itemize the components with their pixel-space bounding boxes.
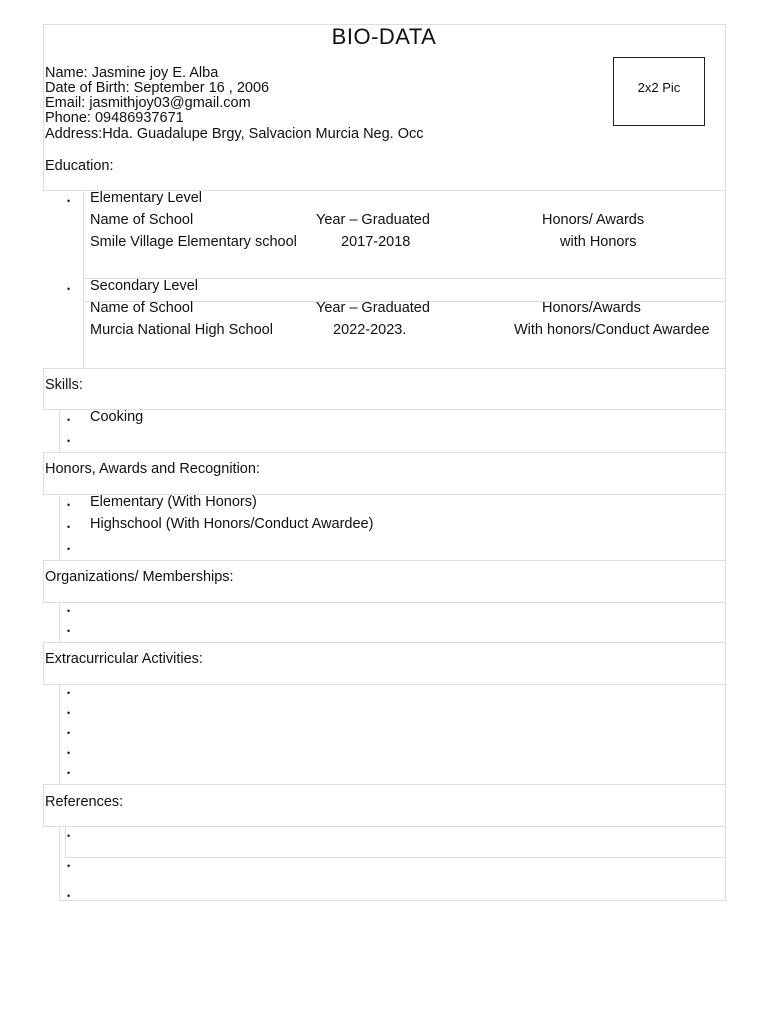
page-title: BIO-DATA bbox=[331, 24, 437, 49]
bullet: • bbox=[67, 861, 71, 871]
bullet: • bbox=[67, 544, 71, 554]
school-honors: With honors/Conduct Awardee bbox=[514, 322, 710, 338]
school-honors: with Honors bbox=[560, 234, 637, 250]
dob-line: Date of Birth: September 16 , 2006 bbox=[45, 80, 270, 96]
col-header-school: Name of School bbox=[90, 212, 194, 228]
bullet: • bbox=[67, 688, 71, 698]
school-year: 2017-2018 bbox=[341, 234, 411, 250]
bullet: • bbox=[67, 831, 71, 841]
bullet: • bbox=[67, 891, 71, 901]
list-item: Cooking bbox=[90, 409, 144, 425]
bullet: • bbox=[67, 415, 71, 425]
bullet: • bbox=[67, 522, 71, 532]
bullet: • bbox=[67, 728, 71, 738]
bullet: • bbox=[67, 284, 71, 294]
email-line: Email: jasmithjoy03@gmail.com bbox=[45, 95, 251, 111]
photo-placeholder bbox=[613, 57, 705, 126]
secondary-level-label: Secondary Level bbox=[90, 278, 199, 294]
list-item: Elementary (With Honors) bbox=[90, 494, 257, 510]
col-header-honors: Honors/Awards bbox=[542, 300, 641, 316]
school-name: Murcia National High School bbox=[90, 322, 273, 338]
col-header-honors: Honors/ Awards bbox=[542, 212, 645, 228]
elementary-level-label: Elementary Level bbox=[90, 190, 203, 206]
honors-heading: Honors, Awards and Recognition: bbox=[45, 461, 260, 477]
school-name: Smile Village Elementary school bbox=[90, 234, 297, 250]
col-header-year: Year – Graduated bbox=[316, 212, 430, 228]
col-header-year: Year – Graduated bbox=[316, 300, 430, 316]
bullet: • bbox=[67, 606, 71, 616]
list-item: Highschool (With Honors/Conduct Awardee) bbox=[90, 516, 374, 532]
bullet: • bbox=[67, 708, 71, 718]
photo-label: 2x2 Pic bbox=[637, 80, 681, 95]
address-line: Address:Hda. Guadalupe Brgy, Salvacion Murcia Neg. Occ bbox=[45, 126, 424, 142]
bullet: • bbox=[67, 500, 71, 510]
phone-line: Phone: 09486937671 bbox=[45, 110, 184, 126]
bullet: • bbox=[67, 748, 71, 758]
education-heading: Education: bbox=[45, 158, 114, 174]
school-year: 2022-2023. bbox=[333, 322, 407, 338]
skills-heading: Skills: bbox=[45, 377, 83, 393]
bullet: • bbox=[67, 436, 71, 446]
bullet: • bbox=[67, 768, 71, 778]
bullet: • bbox=[67, 626, 71, 636]
organizations-heading: Organizations/ Memberships: bbox=[45, 569, 234, 585]
col-header-school: Name of School bbox=[90, 300, 194, 316]
extracurricular-heading: Extracurricular Activities: bbox=[45, 651, 203, 667]
name-line: Name: Jasmine joy E. Alba bbox=[45, 65, 219, 81]
bullet: • bbox=[67, 196, 71, 206]
references-heading: References: bbox=[45, 794, 124, 810]
